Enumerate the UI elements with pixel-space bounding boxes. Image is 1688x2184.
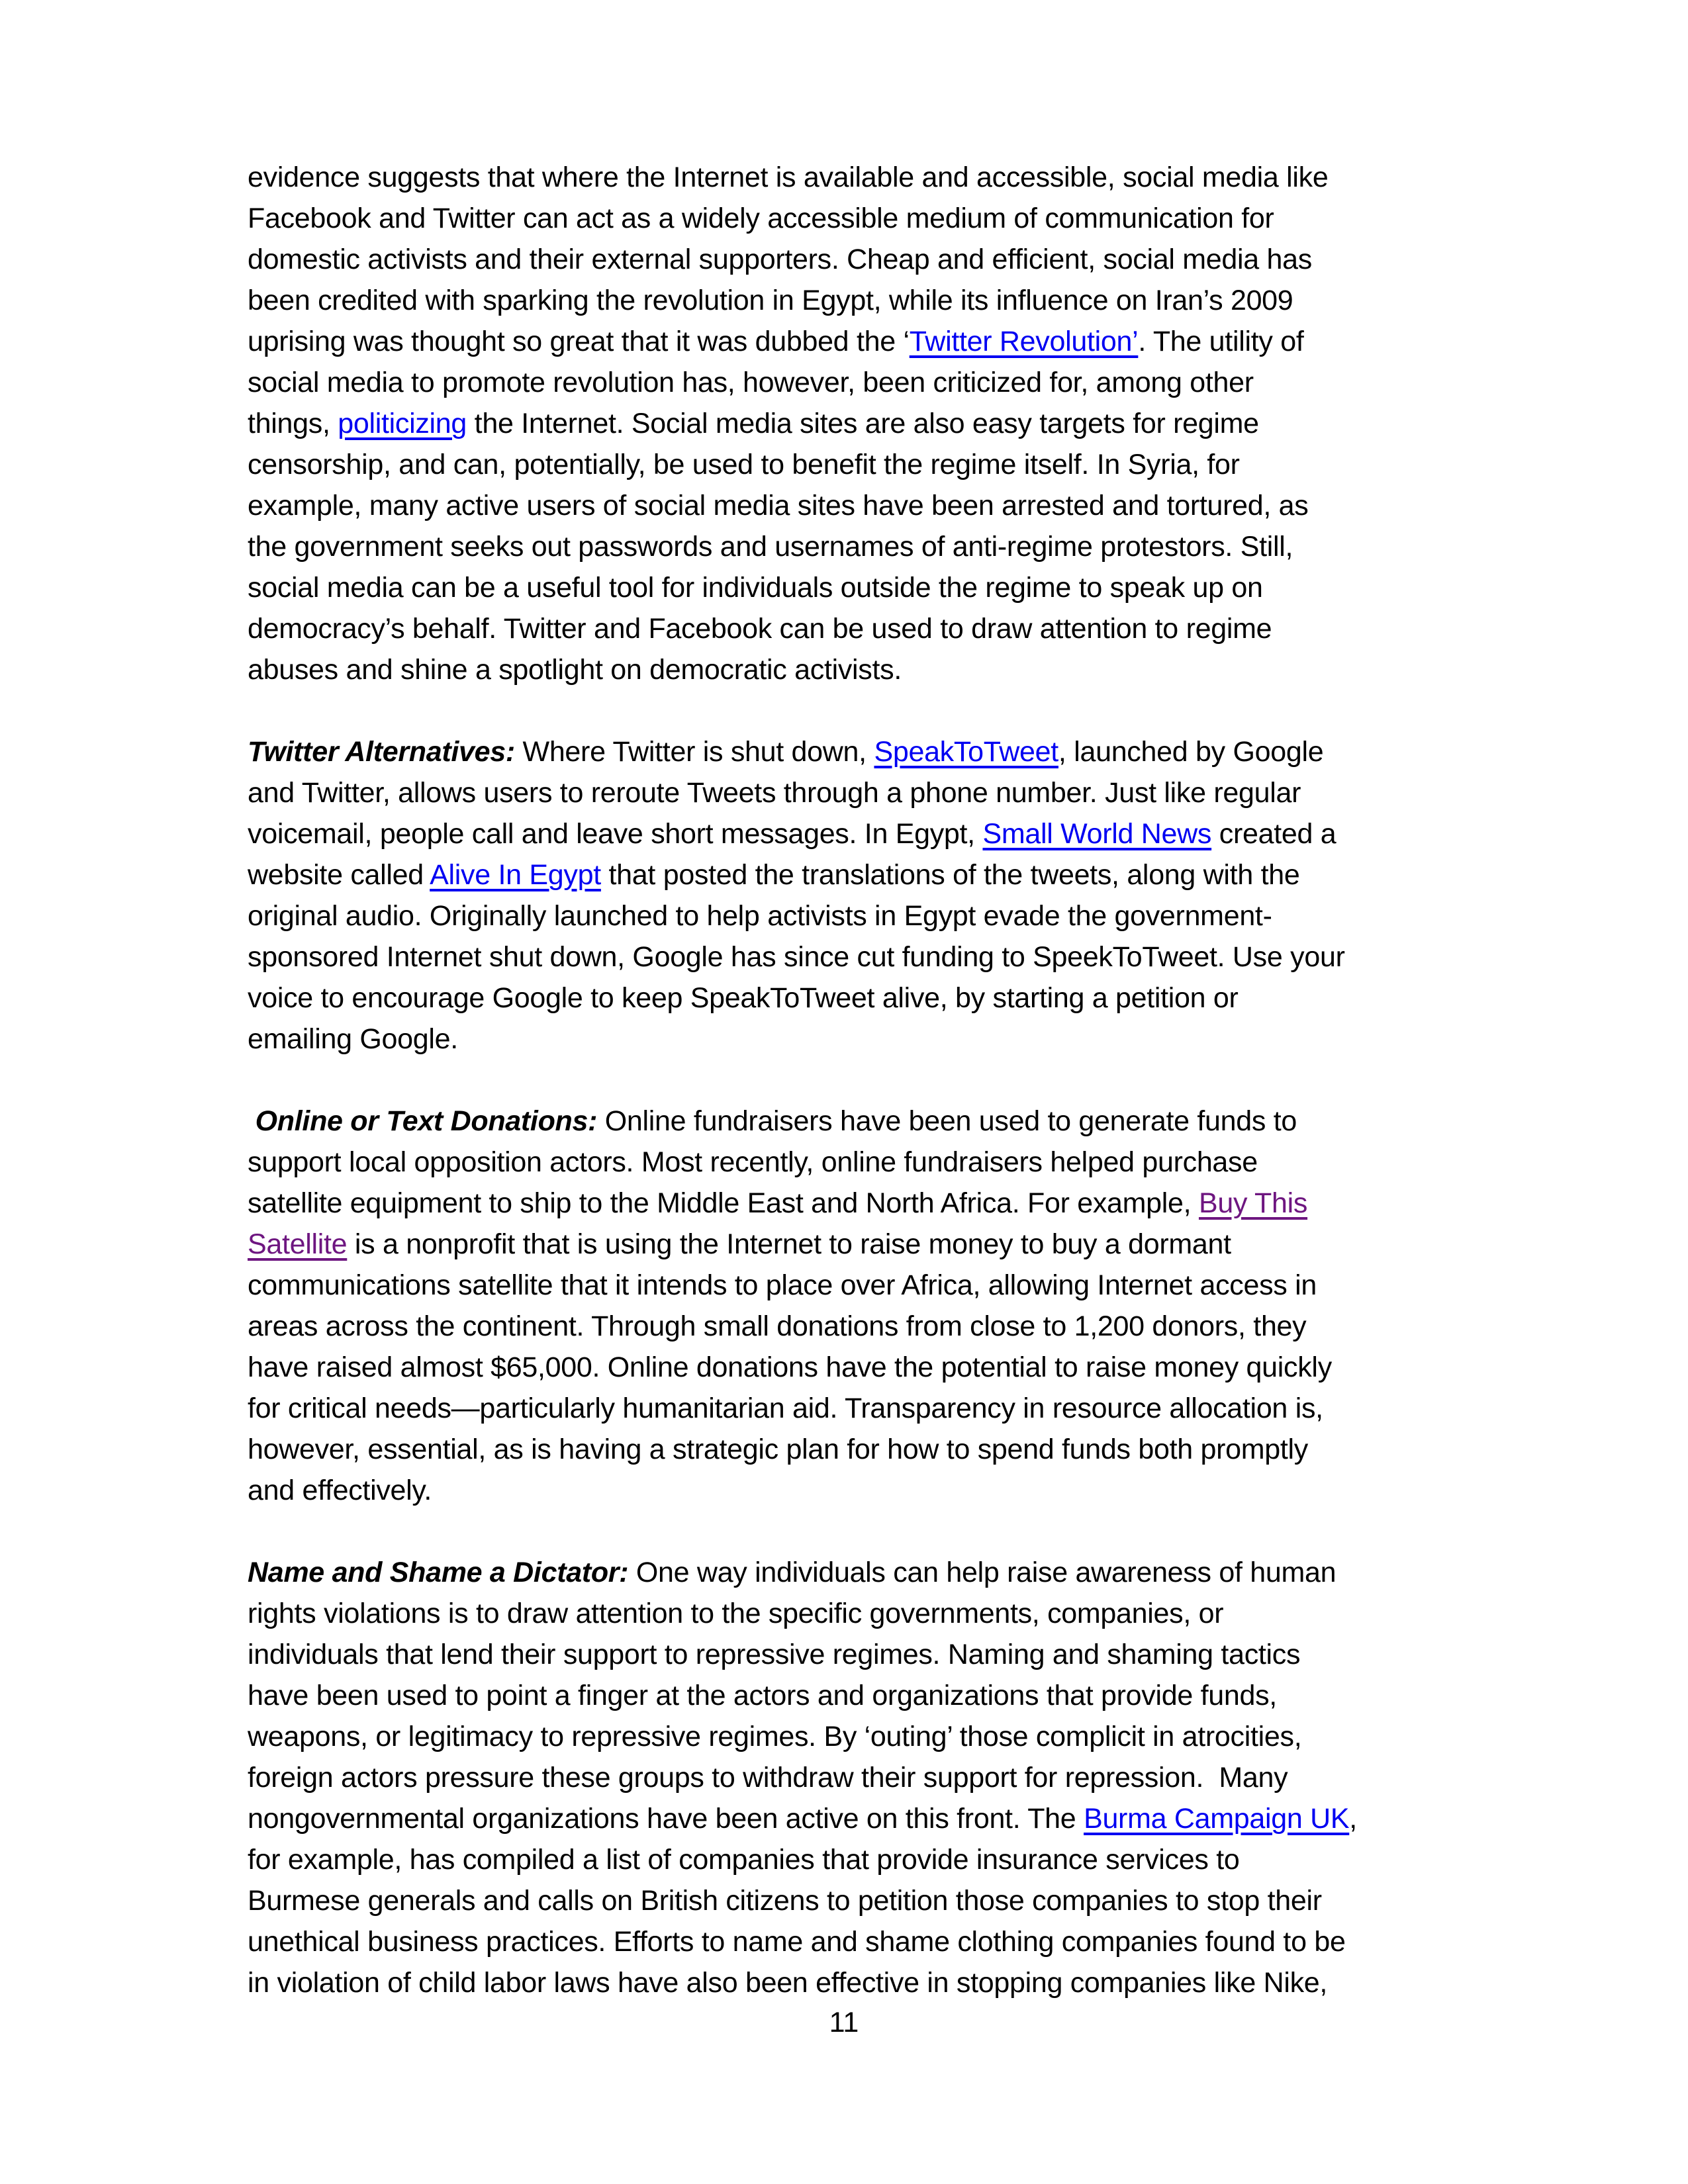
text-run: Burmese generals and calls on British citizens to petition those companies to stop their [248, 1885, 1322, 1917]
text-line [248, 731, 1439, 772]
text-run: things, [248, 408, 338, 439]
text-run: areas across the continent. Through small donations from close to 1,200 donors, they [248, 1310, 1307, 1342]
text-run: created a [1211, 818, 1336, 850]
text-run: for critical needs—particularly humanitarian aid. Transparency in resource allocation is, [248, 1392, 1323, 1424]
paragraph-twitter-alternatives [248, 731, 1439, 1060]
link-burma-campaign-uk[interactable]: Burma Campaign UK [1084, 1803, 1350, 1835]
text-run: that posted the translations of the tweets, along with the [600, 859, 1300, 891]
text-line [248, 813, 1439, 854]
text-run: nongovernmental organizations have been active on this front. The [248, 1803, 1084, 1835]
text-run: emailing Google. [248, 1023, 458, 1055]
text-run: domestic activists and their external supporters. Cheap and efficient, social media has [248, 244, 1312, 275]
text-line [248, 280, 1439, 321]
text-run: Online fundraisers have been used to generate funds to [597, 1105, 1297, 1137]
text-line [248, 1388, 1439, 1429]
text-line [248, 936, 1439, 978]
text-run: voicemail, people call and leave short messages. In Egypt, [248, 818, 983, 850]
paragraph-name-and-shame [248, 1552, 1439, 2003]
text-line [248, 1593, 1439, 1634]
text-line [248, 1716, 1439, 1757]
text-line [248, 1347, 1439, 1388]
text-run: and effectively. [248, 1475, 432, 1506]
paragraph-online-or-text-donations [248, 1101, 1439, 1511]
link-small-world-news[interactable]: Small World News [982, 818, 1212, 850]
link-speaktotweet[interactable]: SpeakToTweet [874, 736, 1058, 768]
paragraph-lead-in: Online or Text Donations: [255, 1105, 598, 1137]
text-line [248, 1757, 1439, 1798]
text-line [248, 608, 1439, 649]
text-line [248, 1019, 1439, 1060]
text-run: is a nonprofit that is using the Internet to raise money to buy a dormant [347, 1228, 1231, 1260]
text-run: the Internet. Social media sites are also easy targets for regime [467, 408, 1259, 439]
text-line [248, 1839, 1439, 1880]
text-line [248, 1798, 1439, 1839]
paragraph-lead-in: Name and Shame a Dictator: [248, 1557, 629, 1588]
link-buy-this-satellite[interactable]: Buy This [1198, 1187, 1308, 1219]
text-run: . The utility of [1138, 326, 1304, 357]
text-run: , [1349, 1803, 1357, 1835]
text-run: social media can be a useful tool for individuals outside the regime to speak up on [248, 572, 1263, 604]
text-line [248, 649, 1439, 690]
text-run: in violation of child labor laws have also been effective in stopping companies like Nike, [248, 1967, 1328, 1999]
text-run: Where Twitter is shut down, [514, 736, 874, 768]
text-line [248, 444, 1439, 485]
text-line [248, 1306, 1439, 1347]
text-line [248, 1101, 1439, 1142]
text-run: One way individuals can help raise awareness of human [628, 1557, 1336, 1588]
text-run: website called [248, 859, 430, 891]
text-run: abuses and shine a spotlight on democratic activists. [248, 654, 902, 686]
text-line [248, 1142, 1439, 1183]
text-run: censorship, and can, potentially, be used to benefit the regime itself. In Syria, for [248, 449, 1240, 480]
text-run: uprising was thought so great that it was dubbed the ‘ [248, 326, 910, 357]
text-run: however, essential, as is having a strategic plan for how to spend funds both promptly [248, 1433, 1308, 1465]
text-run [248, 1105, 256, 1137]
text-line [248, 1921, 1439, 1962]
text-run: satellite equipment to ship to the Middle East and North Africa. For example, [248, 1187, 1199, 1219]
text-line [248, 978, 1439, 1019]
text-run: weapons, or legitimacy to repressive regimes. By ‘outing’ those complicit in atrocities, [248, 1721, 1302, 1752]
document-body-text [248, 157, 1439, 2044]
text-line [248, 1224, 1439, 1265]
text-run: individuals that lend their support to repressive regimes. Naming and shaming tactics [248, 1639, 1301, 1670]
text-run: and Twitter, allows users to reroute Tweets through a phone number. Just like regular [248, 777, 1301, 809]
text-line [248, 403, 1439, 444]
text-run: for example, has compiled a list of companies that provide insurance services to [248, 1844, 1240, 1876]
text-run: have raised almost $65,000. Online donations have the potential to raise money quickly [248, 1351, 1332, 1383]
text-run: unethical business practices. Efforts to name and shame clothing companies found to be [248, 1926, 1346, 1958]
text-line [248, 1183, 1439, 1224]
text-run: communications satellite that it intends to place over Africa, allowing Internet access in [248, 1269, 1317, 1301]
text-run: rights violations is to draw attention to the specific governments, companies, or [248, 1598, 1224, 1629]
text-line [248, 772, 1439, 813]
text-run: democracy’s behalf. Twitter and Facebook can be used to draw attention to regime [248, 613, 1272, 645]
text-run: been credited with sparking the revolution in Egypt, while its influence on Iran’s 2009 [248, 285, 1293, 316]
link-politicizing[interactable]: politicizing [338, 408, 467, 439]
text-run: example, many active users of social media sites have been arrested and tortured, as [248, 490, 1309, 522]
link-buy-this-satellite[interactable]: Satellite [248, 1228, 348, 1260]
text-run: foreign actors pressure these groups to withdraw their support for repression. Many [248, 1762, 1288, 1794]
text-run: original audio. Originally launched to help activists in Egypt evade the government- [248, 900, 1272, 932]
paragraph-lead-in: Twitter Alternatives: [248, 736, 515, 768]
text-line [248, 198, 1439, 239]
text-run: social media to promote revolution has, however, been criticized for, among other [248, 367, 1254, 398]
text-line [248, 1675, 1439, 1716]
text-line [248, 321, 1439, 362]
paragraph-social-media-utility [248, 157, 1439, 690]
text-line [248, 854, 1439, 895]
text-line [248, 239, 1439, 280]
link-twitter-revolution[interactable]: Twitter Revolution’ [909, 326, 1139, 357]
text-run: Facebook and Twitter can act as a widely accessible medium of communication for [248, 203, 1274, 234]
text-run: evidence suggests that where the Internet is available and accessible, social media like [248, 161, 1329, 193]
text-line [248, 1962, 1439, 2003]
text-line [248, 1880, 1439, 1921]
text-run: sponsored Internet shut down, Google has since cut funding to SpeekToTweet. Use your [248, 941, 1345, 973]
text-line [248, 157, 1439, 198]
text-line [248, 1634, 1439, 1675]
text-run: have been used to point a finger at the actors and organizations that provide funds, [248, 1680, 1277, 1711]
text-line [248, 1429, 1439, 1470]
text-line [248, 1470, 1439, 1511]
link-alive-in-egypt[interactable]: Alive In Egypt [430, 859, 601, 891]
text-line [248, 526, 1439, 567]
text-run: the government seeks out passwords and usernames of anti-regime protestors. Still, [248, 531, 1293, 563]
text-run: , launched by Google [1058, 736, 1324, 768]
text-line [248, 1265, 1439, 1306]
text-line [248, 567, 1439, 608]
text-line [248, 485, 1439, 526]
text-line [248, 362, 1439, 403]
text-run: voice to encourage Google to keep SpeakToTweet alive, by starting a petition or [248, 982, 1239, 1014]
text-line [248, 1552, 1439, 1593]
text-line [248, 895, 1439, 936]
page-number: 11 [829, 2007, 859, 2038]
text-run: support local opposition actors. Most recently, online fundraisers helped purchase [248, 1146, 1258, 1178]
